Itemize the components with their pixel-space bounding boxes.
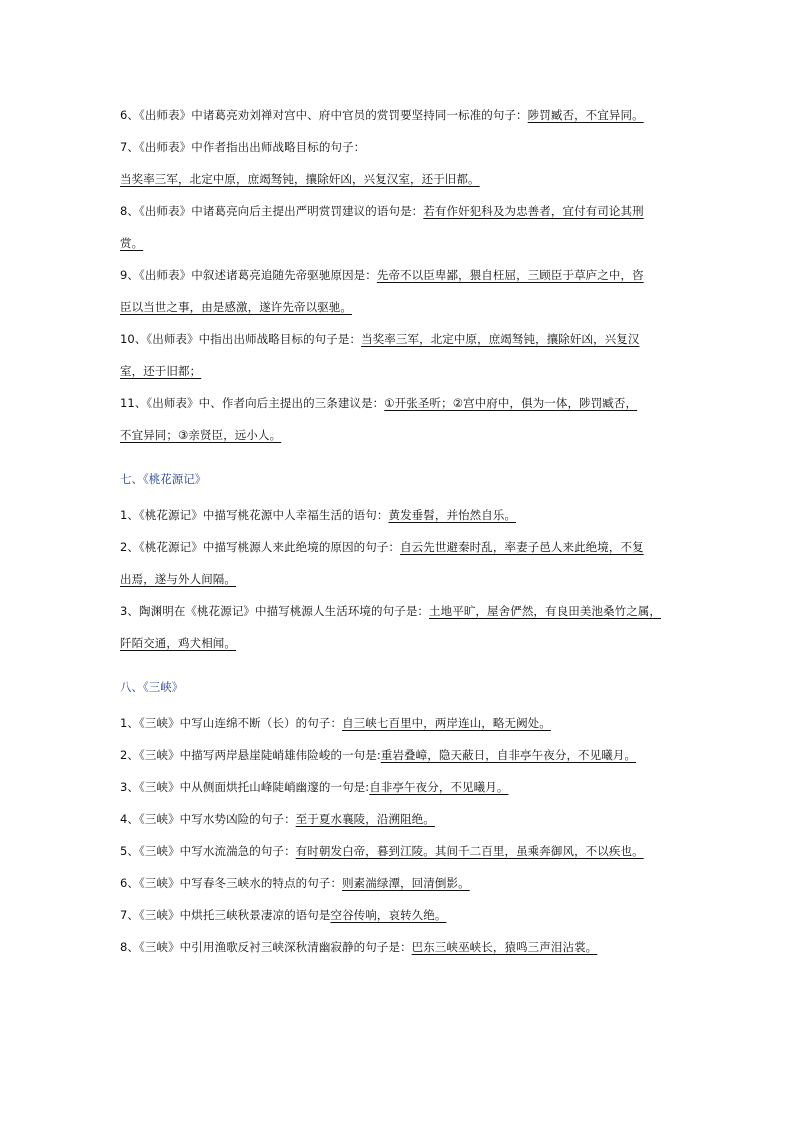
answer-text: ①开张圣听；②宫中府中，俱为一体，陟罚臧否， (384, 396, 638, 410)
question-text: 3、陶渊明在《桃花源记》中描写桃源人生活环境的句子是： (120, 604, 430, 618)
list-item (120, 332, 688, 346)
answer-text: 出焉，遂与外人间隔。 (120, 572, 236, 586)
answer-text: 室，还于旧都； (120, 364, 202, 378)
answer-text: 重岩叠嶂，隐天蔽日，自非亭午夜分，不见曦月。 (380, 748, 637, 762)
answer-text: 土地平旷，屋舍俨然，有良田美池桑竹之属， (429, 604, 662, 618)
answer-text: 巴东三峡巫峡长，猿鸣三声泪沾裳。 (411, 940, 598, 954)
list-item (120, 236, 688, 250)
question-text: 7、《三峡》中烘托三峡秋景凄凉的语句是 (120, 908, 331, 922)
list-item (120, 428, 688, 442)
answer-text: 先帝不以臣卑鄙，猥自枉屈，三顾臣于草庐之中，咨 (376, 268, 644, 282)
list-item (120, 748, 688, 762)
list-item (120, 572, 688, 586)
section-heading-tao-hua-yuan-ji (120, 472, 688, 486)
section-title: 《三峡》 (143, 680, 184, 694)
answer-text: 陟罚臧否，不宜异同。 (527, 108, 644, 122)
section-chu-shi-biao-items (120, 108, 688, 442)
answer-text: 至于夏水襄陵，沿溯阻绝。 (295, 812, 435, 826)
answer-text: 则素湍绿潭，回清倒影。 (342, 876, 470, 890)
section-heading-san-xia (120, 680, 688, 694)
section-number: 七、 (120, 472, 143, 486)
document-content (120, 108, 688, 954)
list-item (120, 636, 688, 650)
section-number: 八、 (120, 680, 143, 694)
question-text: 2、《三峡》中描写两岸悬崖陡峭雄伟险峻的一句是: (120, 748, 381, 762)
question-text: 6、《出师表》中诸葛亮劝刘禅对宫中、府中官员的赏罚要坚持同一标准的句子： (120, 108, 528, 122)
list-item (120, 300, 688, 314)
list-item (120, 604, 688, 618)
list-item (120, 716, 688, 730)
list-item (120, 780, 688, 794)
list-item (120, 140, 688, 154)
list-item (120, 172, 688, 186)
list-item (120, 204, 688, 218)
question-text: 2、《桃花源记》中描写桃源人来此绝境的原因的句子： (120, 540, 401, 554)
answer-text: 黄发垂髫，并怡然自乐。 (388, 508, 517, 522)
question-text: 8、《出师表》中诸葛亮向后主提出严明赏罚建议的语句是： (120, 204, 424, 218)
question-text: 1、《桃花源记》中描写桃花源中人幸福生活的语句： (120, 508, 389, 522)
list-item (120, 940, 688, 954)
list-item (120, 396, 688, 410)
answer-text: 当奖率三军，北定中原，庶竭驽钝，攘除奸凶，兴复汉 (361, 332, 640, 346)
list-item (120, 812, 688, 826)
question-text: 6、《三峡》中写春冬三峡水的特点的句子： (120, 876, 343, 890)
question-text: 4、《三峡》中写水势凶险的句子： (120, 812, 296, 826)
answer-text: 自三峡七百里中，两岸连山，略无阙处。 (342, 716, 551, 730)
question-text: 7、《出师表》中作者指出出师战略目标的句子： (120, 140, 366, 154)
answer-text: 有时朝发白帝，暮到江陵。其间千二百里，虽乘奔御风，不以疾也。 (295, 844, 644, 858)
question-text: 10、《出师表》中指出出师战略目标的句子是： (120, 332, 362, 346)
answer-text: 赏。 (120, 236, 144, 250)
answer-text: 自云先世避秦时乱，率妻子邑人来此绝境，不复 (400, 540, 644, 554)
question-text: 11、《出师表》中、作者向后主提出的三条建议是： (120, 396, 385, 410)
list-item (120, 508, 688, 522)
list-item (120, 908, 688, 922)
list-item (120, 876, 688, 890)
answer-text: 臣以当世之事，由是感激，遂许先帝以驱驰。 (120, 300, 352, 314)
question-text: 9、《出师表》中叙述诸葛亮追随先帝驱驰原因是： (120, 268, 377, 282)
section-tao-hua-yuan-ji-items (120, 508, 688, 650)
section-san-xia-items (120, 716, 688, 954)
answer-text: 自非亭午夜分，不见曦月。 (369, 780, 509, 794)
answer-text: 当奖率三军，北定中原，庶竭驽钝，攘除奸凶，兴复汉室，还于旧都。 (120, 172, 480, 186)
answer-text: 阡陌交通，鸡犬相闻。 (120, 636, 236, 650)
list-item (120, 108, 688, 122)
list-item (120, 268, 688, 282)
answer-text: 不宜异同；③亲贤臣，远小人。 (120, 428, 282, 442)
question-text: 3、《三峡》中从侧面烘托山峰陡峭幽邃的一句是: (120, 780, 370, 794)
section-title: 《桃花源记》 (143, 472, 207, 486)
list-item (120, 364, 688, 378)
list-item (120, 844, 688, 858)
list-item (120, 540, 688, 554)
question-text: 5、《三峡》中写水流湍急的句子： (120, 844, 296, 858)
question-text: 1、《三峡》中写山连绵不断（长）的句子： (120, 716, 343, 730)
answer-text: 若有作奸犯科及为忠善者，宜付有司论其刑 (423, 204, 644, 218)
question-text: 8、《三峡》中引用渔歌反衬三峡深秋清幽寂静的句子是： (120, 940, 412, 954)
answer-text: 空谷传响，哀转久绝。 (330, 908, 447, 922)
